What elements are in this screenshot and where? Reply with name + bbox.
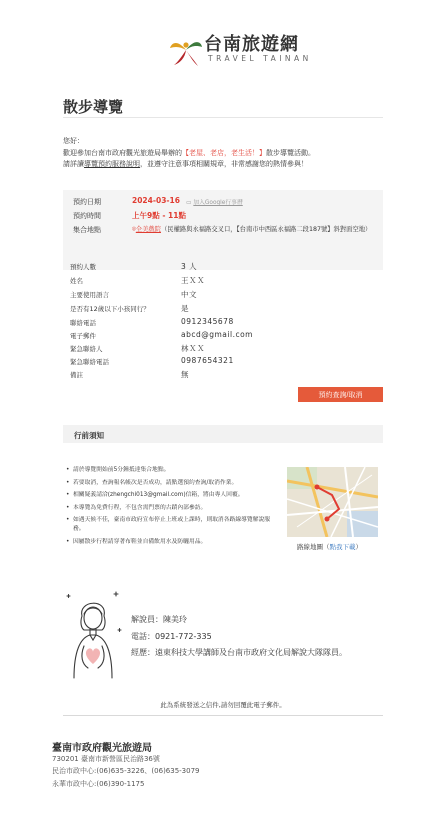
intro-line-1-suffix: 散步導覽活動。 bbox=[266, 148, 315, 157]
footer-phone-2: 永華市政中心:(06)390-1175 bbox=[52, 780, 145, 788]
place-value bbox=[132, 225, 376, 235]
list-item: • 若要取消，查詢報名帳次是否成功，請點選預約查詢/取消作業。 bbox=[66, 479, 281, 488]
footer-divider bbox=[63, 715, 383, 716]
intro-line-2-prefix: 請詳讀 bbox=[63, 160, 84, 168]
add-calendar-label: 加入Google行事曆 bbox=[193, 200, 243, 206]
list-item: • 因屬散步行程請穿著布鞋並自備飲用水及防曬用品。 bbox=[66, 538, 281, 547]
list-item: • 相關疑義請洽(zhengchi013@gmail.com)信箱，將由專人回覆。 bbox=[66, 491, 281, 500]
guide-experience: 經歷：遠東科技大學講師及台南市政府文化局解說大隊隊員。 bbox=[131, 648, 347, 657]
intro-text bbox=[63, 136, 383, 171]
brand-logo[interactable] bbox=[168, 30, 338, 70]
detail-label: 預約人數 bbox=[70, 263, 96, 271]
footer-phone-1: 民治市政中心:(06)635-3226、(06)635-3079 bbox=[52, 767, 200, 775]
time-value: 上午9點 - 11點 bbox=[132, 211, 186, 220]
brand-title: 台南旅遊網 bbox=[204, 34, 299, 55]
route-map-image[interactable] bbox=[287, 467, 378, 537]
footer-address: 730201 臺南市新營區民治路36號 bbox=[52, 755, 160, 763]
system-note: 此為系統發送之信件,請勿回覆此電子郵件。 bbox=[160, 701, 286, 709]
logo-figure-icon bbox=[168, 32, 204, 68]
detail-value: 王ＸＸ bbox=[181, 276, 205, 285]
detail-label: 是否有12歲以下小孩同行？ bbox=[70, 305, 150, 313]
map-caption-label: 路線地圖 bbox=[297, 543, 323, 551]
booking-query-cancel-button[interactable]: 預約查詢/取消 bbox=[298, 387, 383, 402]
guide-name: 解說員：陳美玲 bbox=[131, 615, 187, 624]
map-download-link[interactable]: 點我下載 bbox=[329, 543, 356, 551]
intro-line-2-suffix: ，並遵守注意事項相關規章，非常感謝您的熱情參與！ bbox=[140, 160, 308, 168]
page-title: 散步導覽 bbox=[63, 98, 124, 116]
list-item: • 請於導覽開始前5分鐘抵達集合地點。 bbox=[66, 466, 281, 475]
greeting: 您好： bbox=[63, 137, 84, 145]
time-label: 預約時間 bbox=[73, 212, 101, 220]
detail-label: 緊急聯絡人 bbox=[70, 345, 103, 353]
detail-value: 3 人 bbox=[181, 262, 198, 271]
detail-value: 林ＸＸ bbox=[181, 344, 205, 353]
detail-label: 備註 bbox=[70, 371, 83, 379]
detail-value: 無 bbox=[181, 370, 189, 379]
place-description: （民權路與永福路交叉口，【台南市中西區永福路二段187號】斜對面空地） bbox=[160, 226, 372, 233]
detail-label: 聯絡電話 bbox=[70, 319, 96, 327]
detail-label: 緊急聯絡電話 bbox=[70, 358, 109, 366]
location-pin-icon: ⌾ bbox=[132, 226, 136, 233]
calendar-icon: ▭ bbox=[186, 200, 192, 206]
place-name-link[interactable]: 全美戲院 bbox=[135, 226, 161, 233]
map-caption: 路線地圖（點我下載） bbox=[297, 543, 362, 551]
schedule-box bbox=[63, 190, 383, 270]
service-guide-link[interactable]: 導覽預約服務說明 bbox=[84, 160, 140, 168]
detail-value: 是 bbox=[181, 304, 189, 313]
intro-line-1 bbox=[63, 148, 383, 160]
event-name-highlight: 【老屋、老店，老生活！】 bbox=[182, 148, 266, 157]
divider bbox=[63, 117, 383, 118]
notice-title: 行前須知 bbox=[74, 431, 104, 440]
list-item: • 如遇天候不佳，臺南市政府宣布停止上班或上課時，則取消各路線導覽解說服務。 bbox=[66, 516, 281, 534]
guide-avatar bbox=[64, 590, 122, 680]
map-graphic bbox=[287, 467, 378, 537]
detail-label: 主要使用語言 bbox=[70, 291, 109, 299]
add-calendar-link[interactable] bbox=[186, 197, 243, 206]
guide-phone: 電話：0921-772-335 bbox=[131, 632, 212, 641]
guide-illustration-icon bbox=[64, 590, 122, 680]
intro-line-1-prefix: 歡迎參加台南市政府觀光旅遊局舉辦的 bbox=[63, 148, 182, 157]
notice-list bbox=[66, 466, 281, 550]
list-item: • 本導覽為免費行程，不包含需門票的古蹟內部參訪。 bbox=[66, 504, 281, 513]
date-value: 2024-03-16 bbox=[132, 196, 180, 205]
footer-org-name: 臺南市政府觀光旅遊局 bbox=[52, 743, 152, 754]
detail-label: 姓名 bbox=[70, 277, 83, 285]
intro-line-2 bbox=[63, 159, 383, 171]
detail-value: abcd@gmail.com bbox=[181, 330, 253, 339]
detail-value: 0987654321 bbox=[181, 356, 234, 365]
brand-subtitle: TRAVEL TAINAN bbox=[208, 54, 312, 63]
place-label: 集合地點 bbox=[73, 226, 101, 234]
detail-label: 電子郵件 bbox=[70, 332, 96, 340]
detail-value: 0912345678 bbox=[181, 317, 234, 326]
notice-header bbox=[63, 425, 383, 443]
date-label: 預約日期 bbox=[73, 198, 101, 206]
detail-value: 中文 bbox=[181, 290, 197, 299]
